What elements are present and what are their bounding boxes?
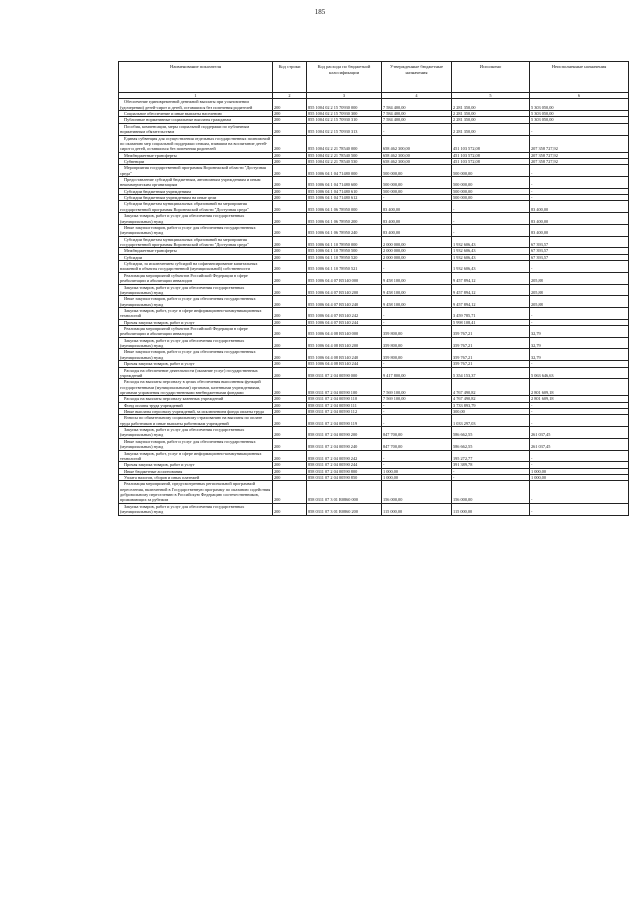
row-unexecuted-cell: 261 037,45 (530, 438, 629, 450)
row-approved-cell: 9 417 800,00 (382, 367, 452, 379)
row-executed-cell: 1 932 606,43 (452, 236, 530, 248)
row-unexecuted-cell: 5 063 646,63 (530, 367, 629, 379)
row-name-cell: Закупка товаров, работ и услуг для обеспечения государственных (муниципальных) нужд (119, 284, 273, 296)
row-code-cell: 200 (273, 195, 307, 201)
row-kbk-cell: 858 0311 07 2 04 00590 244 (307, 462, 382, 468)
row-kbk-cell: 855 1004 02 2 15 70930 313 (307, 123, 382, 135)
row-executed-cell: 3 459 785,71 (452, 307, 530, 319)
row-name-cell: Прочая закупка товаров, работ и услуг (119, 361, 273, 367)
row-executed-cell: 451 103 572,08 (452, 135, 530, 152)
row-unexecuted-cell: 2 801 609,18 (530, 396, 629, 402)
row-code-cell: 200 (273, 337, 307, 349)
row-kbk-cell: 858 0311 07 2 04 00590 240 (307, 438, 382, 450)
table-row (119, 284, 629, 296)
row-unexecuted-cell: - (530, 195, 629, 201)
row-kbk-cell: 855 1006 04 4 07 R5140 000 (307, 272, 382, 284)
row-executed-cell: 1 932 606,43 (452, 261, 530, 273)
row-code-cell: 200 (273, 284, 307, 296)
row-executed-cell: - (452, 201, 530, 213)
row-name-cell: Пособия, компенсации, меры социальной поддержки по публичным нормативным обязательствам (119, 123, 273, 135)
row-kbk-cell: 855 1004 02 2 21 78540 530 (307, 158, 382, 164)
row-kbk-cell: 858 0311 07 2 04 00590 111 (307, 402, 382, 408)
row-approved-cell: - (382, 319, 452, 325)
row-kbk-cell: 855 1006 04 1 06 78950 000 (307, 201, 382, 213)
table-row (119, 261, 629, 273)
row-name-cell: Расходы на обеспечение деятельности (оказание услуг) государственных учреждений (119, 367, 273, 379)
row-executed-cell: 451 103 572,08 (452, 152, 530, 158)
row-executed-cell: - (452, 468, 530, 474)
row-kbk-cell: 855 1006 04 4 08 R5140 244 (307, 361, 382, 367)
row-unexecuted-cell: 83 400,00 (530, 213, 629, 225)
row-approved-cell: 2 000 000,00 (382, 236, 452, 248)
row-executed-cell: 586 662,55 (452, 427, 530, 439)
table-row (119, 379, 629, 396)
row-code-cell: 200 (273, 367, 307, 379)
table-row (119, 135, 629, 152)
row-approved-cell: 658 462 300,00 (382, 152, 452, 158)
row-code-cell: 200 (273, 475, 307, 481)
row-approved-cell: 658 462 300,00 (382, 135, 452, 152)
row-executed-cell: 2 281 350,00 (452, 123, 530, 135)
row-kbk-cell: 858 0311 07 2 04 00590 100 (307, 379, 382, 396)
row-code-cell: 200 (273, 438, 307, 450)
row-unexecuted-cell: - (530, 361, 629, 367)
table-row (119, 503, 629, 515)
row-unexecuted-cell: 1 000,00 (530, 468, 629, 474)
row-executed-cell: 5 354 153,37 (452, 367, 530, 379)
row-name-cell: Закупка товаров, работ и услуг для обеспечения государственных (муниципальных) нужд (119, 213, 273, 225)
row-kbk-cell: 855 1006 04 1 06 78950 240 (307, 224, 382, 236)
row-name-cell: Закупка товаров, работ и услуг для обеспечения государственных (муниципальных) нужд (119, 337, 273, 349)
row-approved-cell: - (382, 402, 452, 408)
row-approved-cell: - (382, 462, 452, 468)
row-approved-cell: - (382, 450, 452, 462)
row-unexecuted-cell: 67 393,57 (530, 248, 629, 254)
row-executed-cell: 451 103 572,08 (452, 158, 530, 164)
row-unexecuted-cell: 83 400,00 (530, 201, 629, 213)
row-code-cell: 200 (273, 177, 307, 189)
row-unexecuted-cell: - (530, 409, 629, 415)
row-approved-cell: 500 000,00 (382, 177, 452, 189)
row-unexecuted-cell: - (530, 503, 629, 515)
row-kbk-cell: 855 1006 04 4 08 R5140 200 (307, 337, 382, 349)
row-code-cell: 200 (273, 165, 307, 177)
row-code-cell: 200 (273, 261, 307, 273)
row-name-cell: Взносы по обязательному социальному страхованию на выплаты по оплате труда работников и иные выплаты работникам учреждений (119, 415, 273, 427)
row-kbk-cell: 855 1006 04 1 04 71480 610 (307, 188, 382, 194)
row-approved-cell: 7 584 400,00 (382, 99, 452, 111)
table-row (119, 349, 629, 361)
row-unexecuted-cell: - (530, 462, 629, 468)
table-row (119, 99, 629, 111)
table-row (119, 213, 629, 225)
row-approved-cell: 1 000,00 (382, 475, 452, 481)
row-unexecuted-cell: 32,79 (530, 337, 629, 349)
row-approved-cell: 658 462 300,00 (382, 158, 452, 164)
row-name-cell: Субсидии, за исключением субсидий на софинансирование капитальных вложений в объекты государственной (муниципальной) собственности (119, 261, 273, 273)
row-name-cell: Социальное обеспечение и иные выплаты населению (119, 111, 273, 117)
row-code-cell: 200 (273, 319, 307, 325)
row-approved-cell: - (382, 195, 452, 201)
row-unexecuted-cell: 83 400,00 (530, 224, 629, 236)
row-executed-cell: 156 000,00 (452, 481, 530, 503)
row-unexecuted-cell: 207 358 727,92 (530, 135, 629, 152)
row-approved-cell: 7 584 400,00 (382, 117, 452, 123)
row-unexecuted-cell: 32,79 (530, 326, 629, 338)
row-code-cell: 200 (273, 236, 307, 248)
row-kbk-cell: 855 1004 02 2 15 70930 300 (307, 111, 382, 117)
row-name-cell: Единая субвенция для осуществления отдельных государственных полномочий по оказанию мер социальной поддержки семьям, взявшим на воспитание детей-сирот и детей, оставшихся без попечения родителей (119, 135, 273, 152)
row-unexecuted-cell: - (530, 415, 629, 427)
row-executed-cell: 2 281 350,00 (452, 99, 530, 111)
table-row (119, 307, 629, 319)
table-row (119, 177, 629, 189)
row-code-cell: 200 (273, 450, 307, 462)
row-kbk-cell: 855 1004 02 2 21 78540 000 (307, 135, 382, 152)
header-name: Наименование показателя (119, 62, 273, 93)
row-approved-cell: 1 000,00 (382, 468, 452, 474)
row-unexecuted-cell: 5 303 050,00 (530, 111, 629, 117)
row-unexecuted-cell: 207 358 727,92 (530, 152, 629, 158)
row-kbk-cell: 858 0311 07 2 04 00590 110 (307, 396, 382, 402)
row-executed-cell: 359 767,21 (452, 326, 530, 338)
row-name-cell: Уплата налогов, сборов и иных платежей (119, 475, 273, 481)
row-kbk-cell: 858 0311 07 2 04 00590 112 (307, 409, 382, 415)
header-code: Код строки (273, 62, 307, 93)
budget-execution-table-container (118, 61, 628, 516)
row-executed-cell: 2 281 350,00 (452, 117, 530, 123)
row-executed-cell: 3 733 893,79 (452, 402, 530, 408)
row-kbk-cell: 855 1006 04 1 10 78950 500 (307, 248, 382, 254)
table-row (119, 165, 629, 177)
header-approved: Утвержденные бюджетные назначения (382, 62, 452, 93)
row-kbk-cell: 858 0311 07 3 01 R0860 000 (307, 481, 382, 503)
row-kbk-cell: 855 1006 04 1 10 78950 520 (307, 254, 382, 260)
row-kbk-cell: 855 1006 04 4 08 R5140 000 (307, 326, 382, 338)
row-executed-cell: 4 767 490,82 (452, 379, 530, 396)
table-row (119, 450, 629, 462)
row-executed-cell: 500 000,00 (452, 177, 530, 189)
row-approved-cell: 500 000,00 (382, 165, 452, 177)
row-unexecuted-cell: 205,88 (530, 296, 629, 308)
row-executed-cell: 115 000,00 (452, 503, 530, 515)
row-unexecuted-cell: - (530, 165, 629, 177)
column-number: 2 (273, 93, 307, 99)
column-number: 6 (530, 93, 629, 99)
row-kbk-cell: 858 0311 07 2 04 00590 800 (307, 468, 382, 474)
row-unexecuted-cell: 32,79 (530, 349, 629, 361)
row-approved-cell: 847 700,00 (382, 438, 452, 450)
row-name-cell: Иные выплаты персоналу учреждений, за исключением фонда оплаты труда (119, 409, 273, 415)
row-kbk-cell: 855 1006 04 4 07 R5140 244 (307, 319, 382, 325)
row-unexecuted-cell: 261 037,45 (530, 427, 629, 439)
row-approved-cell: 7 584 400,00 (382, 111, 452, 117)
row-kbk-cell: 855 1006 04 4 08 R5140 240 (307, 349, 382, 361)
row-kbk-cell: 855 1004 02 2 15 70930 000 (307, 99, 382, 111)
row-approved-cell: 359 800,00 (382, 349, 452, 361)
row-name-cell: Расходы на выплаты персоналу казенных учреждений (119, 396, 273, 402)
row-name-cell: Обеспечение единовременной денежной выплаты при усыновлении (удочерении) детей-сирот и детей, оставшихся без попечения родителей (119, 99, 273, 111)
row-executed-cell: 500 000,00 (452, 195, 530, 201)
row-name-cell: Иные закупки товаров, работ и услуг для обеспечения государственных (муниципальных) нужд (119, 224, 273, 236)
table-row (119, 481, 629, 503)
row-approved-cell: 2 000 000,00 (382, 254, 452, 260)
row-code-cell: 200 (273, 135, 307, 152)
row-name-cell: Реализация мероприятий, предусмотренных региональной программой переселения, включенной в Государственную программу по оказанию содействия добровольному переселению в Российскую Федерацию соотечественников, проживающих за рубежом (119, 481, 273, 503)
table-row (119, 438, 629, 450)
row-kbk-cell: 858 0311 07 2 04 00590 242 (307, 450, 382, 462)
row-approved-cell: - (382, 409, 452, 415)
row-name-cell: Субвенции (119, 158, 273, 164)
row-executed-cell: 500 000,00 (452, 188, 530, 194)
row-kbk-cell: 855 1004 02 2 21 78540 500 (307, 152, 382, 158)
row-executed-cell: 195 272,77 (452, 450, 530, 462)
table-row (119, 415, 629, 427)
header-kbk: Код расхода по бюджетной классификации (307, 62, 382, 93)
row-approved-cell: 115 000,00 (382, 503, 452, 515)
row-unexecuted-cell: - (530, 177, 629, 189)
row-code-cell: 200 (273, 361, 307, 367)
row-kbk-cell: 855 1004 02 2 15 70930 310 (307, 117, 382, 123)
row-code-cell: 200 (273, 117, 307, 123)
row-unexecuted-cell: 5 303 050,00 (530, 117, 629, 123)
row-name-cell: Прочая закупка товаров, работ и услуг (119, 462, 273, 468)
row-executed-cell: 359 767,21 (452, 337, 530, 349)
row-unexecuted-cell: 2 801 609,18 (530, 379, 629, 396)
row-kbk-cell: 855 1006 04 4 07 R5140 240 (307, 296, 382, 308)
row-kbk-cell: 858 0311 07 2 04 00590 850 (307, 475, 382, 481)
header-executed: Исполнено (452, 62, 530, 93)
row-name-cell: Публичные нормативные социальные выплаты гражданам (119, 117, 273, 123)
row-approved-cell: - (382, 307, 452, 319)
table-row (119, 236, 629, 248)
row-kbk-cell: 855 1006 04 1 04 71480 612 (307, 195, 382, 201)
row-approved-cell: - (382, 361, 452, 367)
row-approved-cell: 359 800,00 (382, 337, 452, 349)
row-name-cell: Реализация мероприятий субъектов Российской Федерации в сфере реабилитации и абилитации инвалидов (119, 326, 273, 338)
row-name-cell: Субсидии бюджетам муниципальных образований на мероприятия государственной программы Воронежской области "Доступная среда" (119, 201, 273, 213)
row-name-cell: Закупка товаров, работ и услуг для обеспечения государственных (муниципальных) нужд (119, 503, 273, 515)
row-name-cell: Иные закупки товаров, работ и услуг для обеспечения государственных (муниципальных) нужд (119, 296, 273, 308)
row-name-cell: Мероприятия государственной программы Воронежской области "Доступная среда" (119, 165, 273, 177)
row-unexecuted-cell: - (530, 450, 629, 462)
row-executed-cell: 359 767,21 (452, 361, 530, 367)
row-executed-cell: - (452, 475, 530, 481)
row-approved-cell: 9 458 100,00 (382, 284, 452, 296)
row-name-cell: Межбюджетные трансферты (119, 152, 273, 158)
row-kbk-cell: 858 0311 07 2 04 00590 000 (307, 367, 382, 379)
row-name-cell: Межбюджетные трансферты (119, 248, 273, 254)
row-code-cell: 200 (273, 503, 307, 515)
row-code-cell: 200 (273, 409, 307, 415)
row-code-cell: 200 (273, 481, 307, 503)
table-header-row (119, 62, 629, 93)
row-code-cell: 200 (273, 248, 307, 254)
row-executed-cell: 9 457 894,12 (452, 272, 530, 284)
row-kbk-cell: 855 1006 04 4 07 R5140 242 (307, 307, 382, 319)
row-code-cell: 200 (273, 158, 307, 164)
row-name-cell: Реализация мероприятий субъектов Российской Федерации в сфере реабилитации и абилитации инвалидов (119, 272, 273, 284)
row-executed-cell: 9 457 894,12 (452, 284, 530, 296)
column-number: 1 (119, 93, 273, 99)
row-executed-cell: 1 932 606,43 (452, 254, 530, 260)
row-name-cell: Субсидии (119, 254, 273, 260)
row-code-cell: 200 (273, 272, 307, 284)
row-executed-cell: 359 767,21 (452, 349, 530, 361)
row-name-cell: Закупка товаров, работ, услуг в сфере информационно-коммуникационных технологий (119, 307, 273, 319)
row-code-cell: 200 (273, 415, 307, 427)
table-row (119, 201, 629, 213)
row-approved-cell: 156 000,00 (382, 481, 452, 503)
row-kbk-cell: 855 1006 04 1 04 71480 000 (307, 165, 382, 177)
column-number: 4 (382, 93, 452, 99)
row-kbk-cell: 858 0311 07 3 01 R0860 200 (307, 503, 382, 515)
row-unexecuted-cell: - (530, 402, 629, 408)
row-unexecuted-cell: 67 393,57 (530, 254, 629, 260)
row-unexecuted-cell: - (530, 261, 629, 273)
header-unexecuted: Неисполненные назначения (530, 62, 629, 93)
row-name-cell: Иные бюджетные ассигнования (119, 468, 273, 474)
row-unexecuted-cell: 67 393,57 (530, 236, 629, 248)
row-name-cell: Закупка товаров, работ и услуг для обеспечения государственных (муниципальных) нужд (119, 427, 273, 439)
row-approved-cell: - (382, 123, 452, 135)
row-approved-cell: 7 569 100,00 (382, 379, 452, 396)
row-code-cell: 200 (273, 462, 307, 468)
row-approved-cell: 83 400,00 (382, 213, 452, 225)
row-code-cell: 200 (273, 427, 307, 439)
row-executed-cell: - (452, 224, 530, 236)
row-name-cell: Фонд оплаты труда учреждений (119, 402, 273, 408)
row-code-cell: 200 (273, 307, 307, 319)
row-kbk-cell: 855 1006 04 1 06 78950 200 (307, 213, 382, 225)
row-code-cell: 200 (273, 468, 307, 474)
row-code-cell: 200 (273, 111, 307, 117)
table-body (119, 99, 629, 515)
row-code-cell: 200 (273, 224, 307, 236)
row-approved-cell: 847 700,00 (382, 427, 452, 439)
page-number: 185 (314, 8, 326, 16)
row-approved-cell: 83 400,00 (382, 201, 452, 213)
row-approved-cell: 7 569 100,00 (382, 396, 452, 402)
row-executed-cell: 300,00 (452, 409, 530, 415)
row-kbk-cell: 855 1006 04 1 10 78950 000 (307, 236, 382, 248)
row-code-cell: 200 (273, 349, 307, 361)
budget-execution-table (118, 61, 629, 516)
row-unexecuted-cell: 205,88 (530, 272, 629, 284)
row-executed-cell: - (452, 213, 530, 225)
row-kbk-cell: 855 1006 04 1 10 78950 521 (307, 261, 382, 273)
row-kbk-cell: 858 0311 07 2 04 00590 200 (307, 427, 382, 439)
row-approved-cell: 9 458 100,00 (382, 296, 452, 308)
row-name-cell: Прочая закупка товаров, работ и услуг (119, 319, 273, 325)
row-unexecuted-cell: - (530, 481, 629, 503)
row-code-cell: 200 (273, 188, 307, 194)
row-code-cell: 200 (273, 396, 307, 402)
row-code-cell: 200 (273, 123, 307, 135)
row-approved-cell: 83 400,00 (382, 224, 452, 236)
row-kbk-cell: 858 0311 07 2 04 00590 119 (307, 415, 382, 427)
table-row (119, 224, 629, 236)
row-executed-cell: 2 281 350,00 (452, 111, 530, 117)
row-code-cell: 200 (273, 99, 307, 111)
row-unexecuted-cell: 5 303 050,00 (530, 99, 629, 111)
row-code-cell: 200 (273, 326, 307, 338)
row-executed-cell: 391 389,78 (452, 462, 530, 468)
row-approved-cell: - (382, 415, 452, 427)
row-name-cell: Расходы на выплаты персоналу в целях обеспечения выполнения функций государственными (муниципальными) органами, казенными учреждениями, органами управления государственными внебюджетными фондами (119, 379, 273, 396)
row-unexecuted-cell: - (530, 188, 629, 194)
row-name-cell: Закупка товаров, работ, услуг в сфере информационно-коммуникационных технологий (119, 450, 273, 462)
row-kbk-cell: 855 1006 04 4 07 R5140 200 (307, 284, 382, 296)
table-row (119, 367, 629, 379)
table-row (119, 123, 629, 135)
row-unexecuted-cell: 207 358 727,92 (530, 158, 629, 164)
row-approved-cell: 2 000 000,00 (382, 248, 452, 254)
row-unexecuted-cell: - (530, 307, 629, 319)
row-executed-cell: 9 457 894,12 (452, 296, 530, 308)
column-number: 5 (452, 93, 530, 99)
row-unexecuted-cell: 1 000,00 (530, 475, 629, 481)
row-executed-cell: 586 662,55 (452, 438, 530, 450)
table-row (119, 326, 629, 338)
row-unexecuted-cell: 205,88 (530, 284, 629, 296)
table-row (119, 296, 629, 308)
row-executed-cell: 1 932 606,43 (452, 248, 530, 254)
row-code-cell: 200 (273, 213, 307, 225)
row-kbk-cell: 855 1006 04 1 04 71480 600 (307, 177, 382, 189)
row-name-cell: Субсидии бюджетным учреждениям (119, 188, 273, 194)
row-executed-cell: 500 000,00 (452, 165, 530, 177)
table-row (119, 272, 629, 284)
table-row (119, 337, 629, 349)
row-code-cell: 200 (273, 201, 307, 213)
row-name-cell: Иные закупки товаров, работ и услуг для обеспечения государственных (муниципальных) нужд (119, 438, 273, 450)
row-name-cell: Предоставление субсидий бюджетным, автономным учреждениям и иным некоммерческим организациям (119, 177, 273, 189)
row-executed-cell: 4 767 490,82 (452, 396, 530, 402)
row-approved-cell: 500 000,00 (382, 188, 452, 194)
row-name-cell: Иные закупки товаров, работ и услуг для обеспечения государственных (муниципальных) нужд (119, 349, 273, 361)
row-code-cell: 200 (273, 379, 307, 396)
row-code-cell: 200 (273, 296, 307, 308)
row-name-cell: Субсидии бюджетным учреждениям на иные цели (119, 195, 273, 201)
row-approved-cell: 359 800,00 (382, 326, 452, 338)
row-approved-cell: 9 458 100,00 (382, 272, 452, 284)
column-number: 3 (307, 93, 382, 99)
row-executed-cell: 1 033 297,03 (452, 415, 530, 427)
row-code-cell: 200 (273, 402, 307, 408)
row-unexecuted-cell: - (530, 319, 629, 325)
row-code-cell: 200 (273, 152, 307, 158)
row-name-cell: Субсидии бюджетам муниципальных образований на мероприятия государственной программы Воронежской области "Доступная среда" (119, 236, 273, 248)
table-row (119, 427, 629, 439)
row-executed-cell: 5 998 108,41 (452, 319, 530, 325)
row-unexecuted-cell: - (530, 123, 629, 135)
row-code-cell: 200 (273, 254, 307, 260)
row-approved-cell: - (382, 261, 452, 273)
